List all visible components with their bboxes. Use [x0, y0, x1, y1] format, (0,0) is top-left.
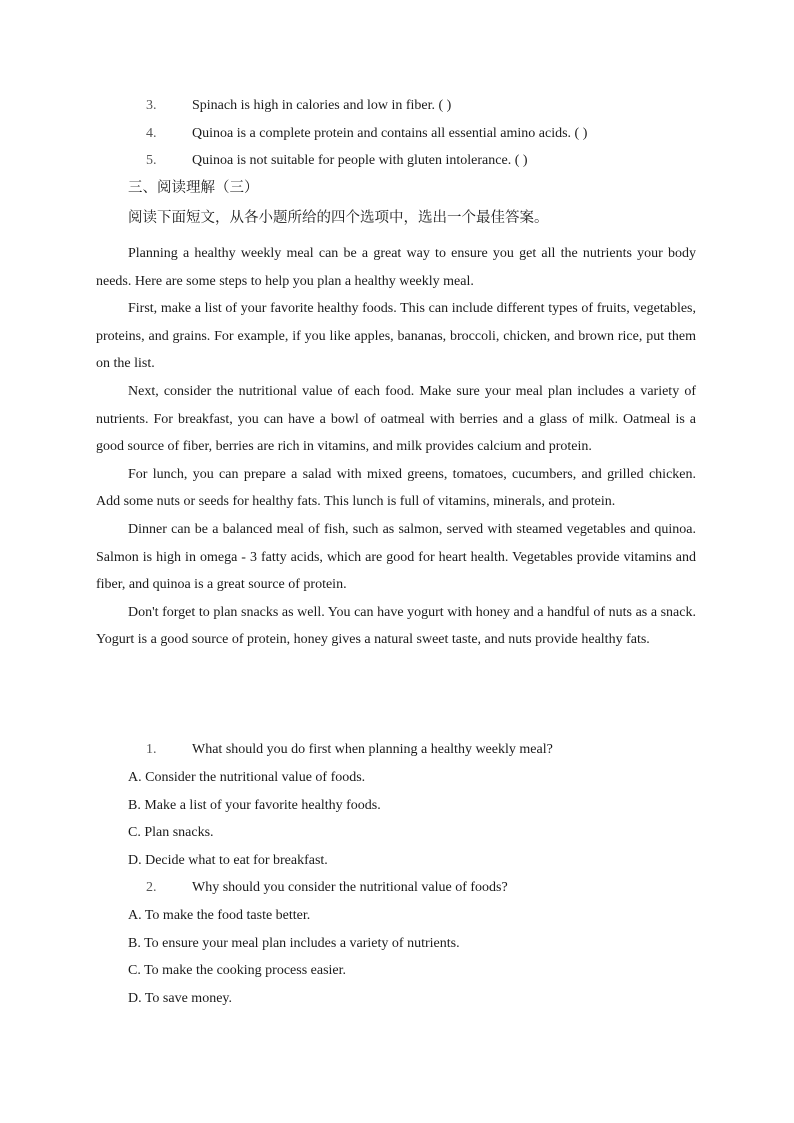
true-false-statement: Quinoa is a complete protein and contains all essential amino acids. ( )	[192, 126, 588, 141]
section-title: 三、阅读理解（三）	[128, 180, 259, 196]
instructions: 阅读下面短文，从各小题所给的四个选项中，选出一个最佳答案。	[128, 210, 549, 226]
answer-option: C. To make the cooking process easier.	[128, 963, 347, 978]
answer-option: B. To ensure your meal plan includes a variety of nutrients.	[128, 936, 460, 951]
item-number: 5.	[146, 153, 157, 168]
question-text: Why should you consider the nutritional value of foods?	[192, 880, 508, 895]
question-number: 1.	[146, 742, 157, 757]
answer-option: C. Plan snacks.	[128, 825, 214, 840]
passage-paragraph: Dinner can be a balanced meal of fish, such as salmon, served with steamed vegetables and quinoa. Salmon is high in omega - 3 fatty acids, which are good for heart health. Vegetables provide vitamins and fiber, and quinoa is a great source of protein.	[96, 521, 696, 593]
passage-paragraph: For lunch, you can prepare a salad with mixed greens, tomatoes, cucumbers, and grilled chicken. Add some nuts or seeds for healthy fats. This lunch is full of vitamins, minerals, and protein.	[96, 466, 696, 510]
item-number: 3.	[146, 98, 157, 113]
reading-passage	[96, 240, 696, 654]
answer-option: D. Decide what to eat for breakfast.	[128, 853, 328, 868]
true-false-statement: Quinoa is not suitable for people with gluten intolerance. ( )	[192, 153, 528, 168]
answer-option: B. Make a list of your favorite healthy foods.	[128, 798, 381, 813]
item-number: 4.	[146, 126, 157, 141]
true-false-statement: Spinach is high in calories and low in fiber. ( )	[192, 98, 452, 113]
passage-paragraph: Don't forget to plan snacks as well. You can have yogurt with honey and a handful of nuts as a snack. Yogurt is a good source of protein, honey gives a natural sweet taste, and nuts provide healthy fats.	[96, 604, 696, 648]
answer-option: A. Consider the nutritional value of foods.	[128, 770, 366, 785]
question-number: 2.	[146, 880, 157, 895]
passage-paragraph: Next, consider the nutritional value of each food. Make sure your meal plan includes a variety of nutrients. For breakfast, you can have a bowl of oatmeal with berries and a glass of milk. Oatmeal is a good source of fiber, berries are rich in vitamins, and milk provides calcium and protein.	[96, 383, 696, 455]
passage-paragraph: Planning a healthy weekly meal can be a great way to ensure you get all the nutrients your body needs. Here are some steps to help you plan a healthy weekly meal.	[96, 246, 696, 289]
question-text: What should you do first when planning a healthy weekly meal?	[192, 742, 553, 757]
answer-option: D. To save money.	[128, 991, 233, 1006]
passage-paragraph: First, make a list of your favorite healthy foods. This can include different types of fruits, vegetables, proteins, and grains. For example, if you like apples, bananas, broccoli, chicken, and brown rice, put them on the list.	[96, 301, 696, 372]
answer-option: A. To make the food taste better.	[128, 908, 311, 923]
